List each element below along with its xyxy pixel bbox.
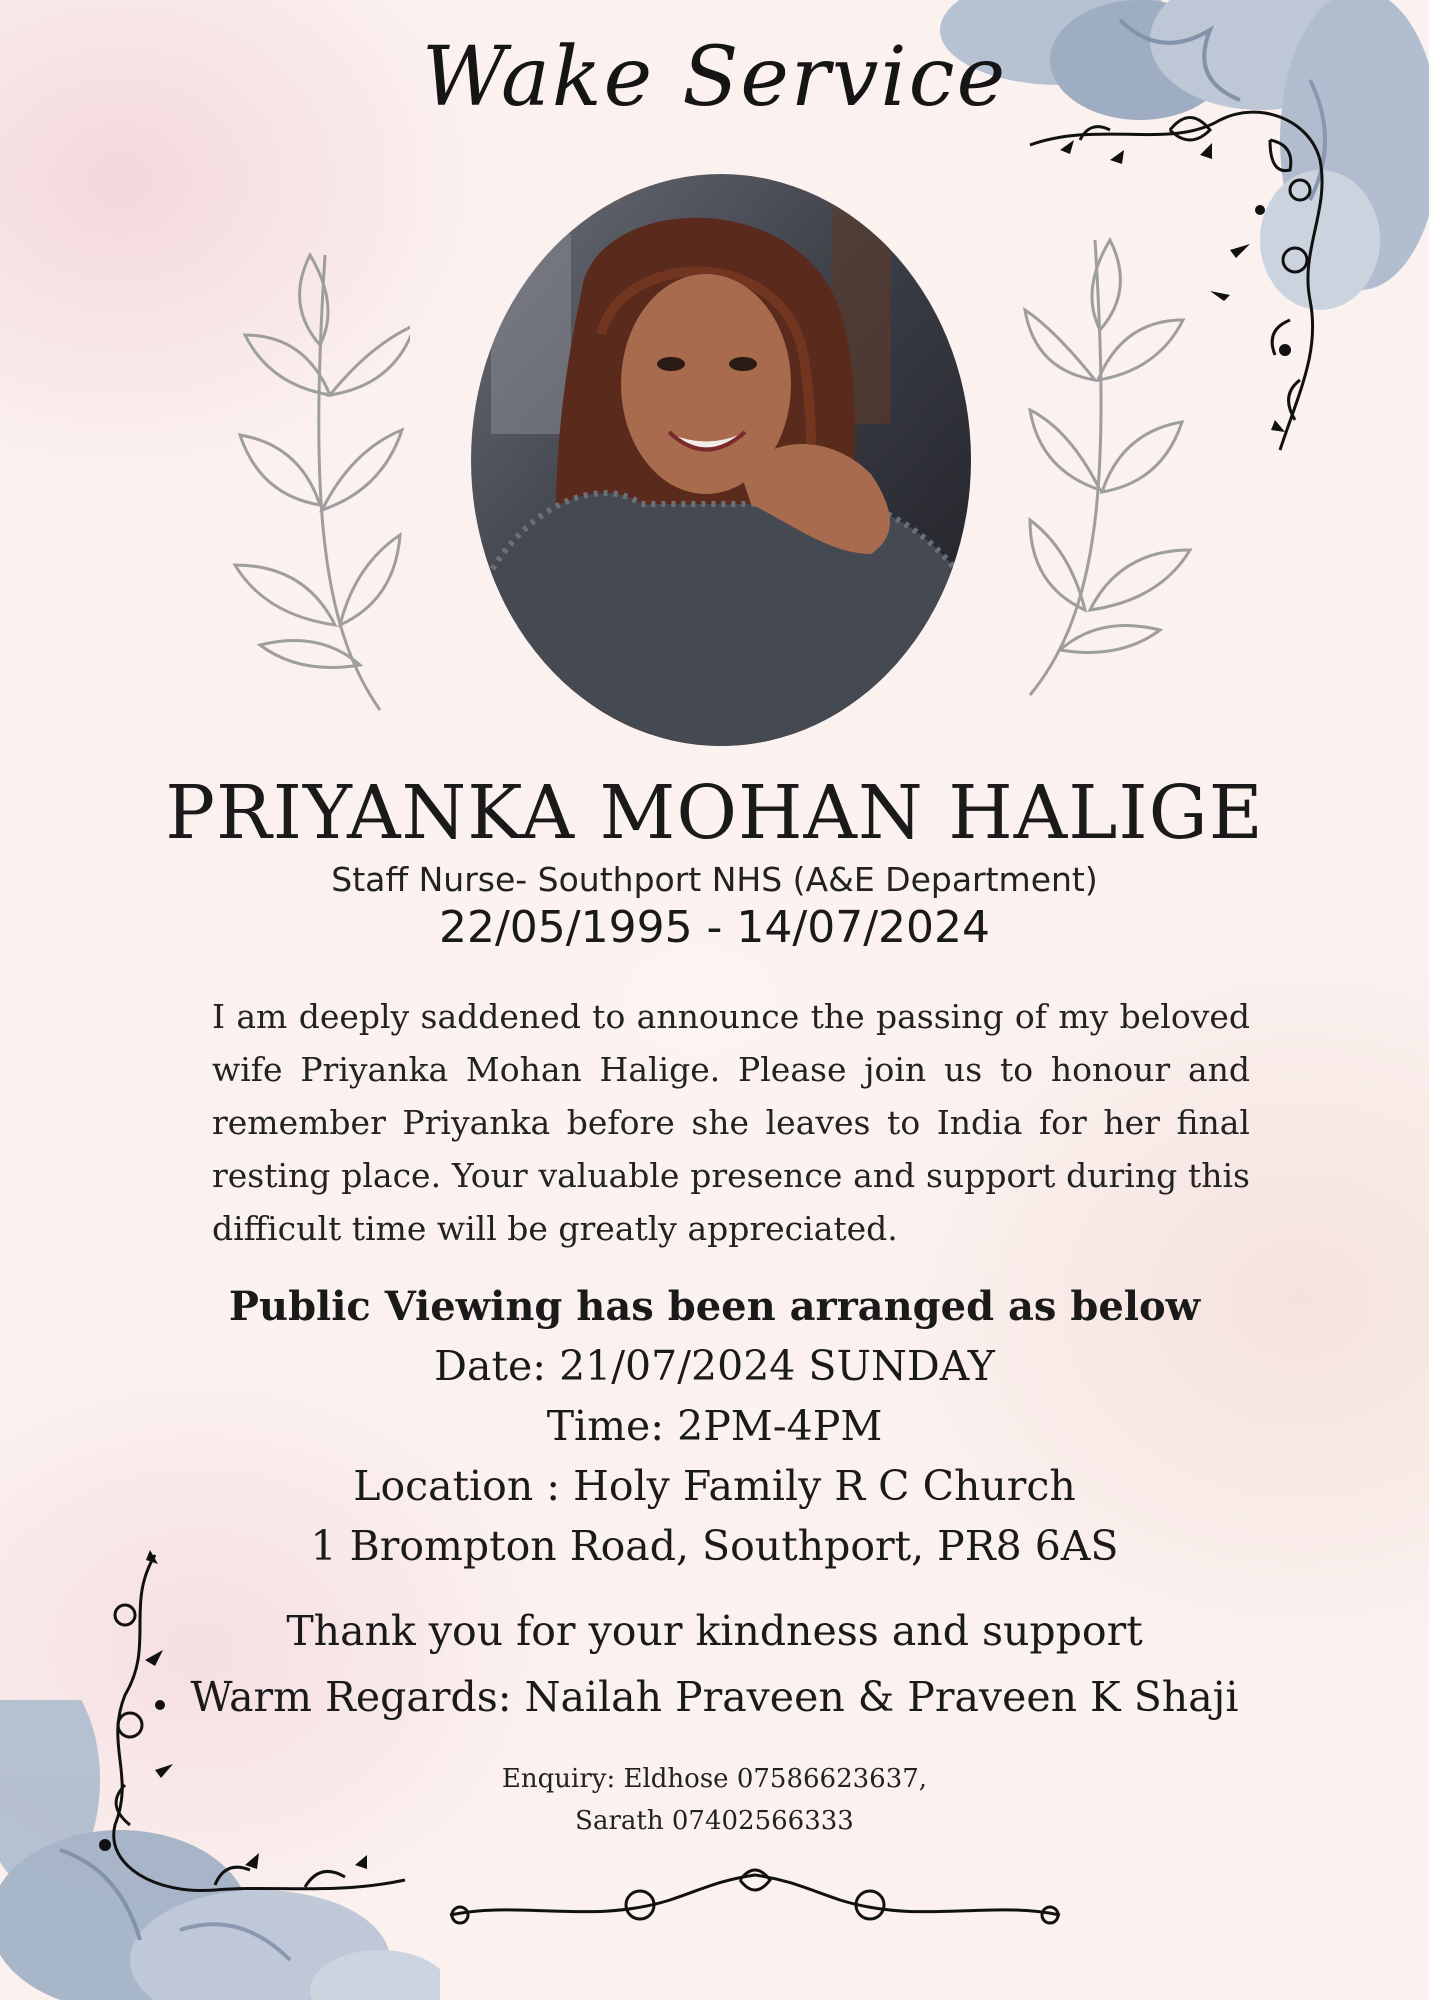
viewing-location: Location : Holy Family R C Church	[353, 1462, 1076, 1510]
viewing-date: Date: 21/07/2024 SUNDAY	[434, 1342, 995, 1390]
laurel-right-icon	[1020, 230, 1200, 700]
thanks-line: Thank you for your kindness and support	[286, 1607, 1143, 1655]
role-line: Staff Nurse- Southport NHS (A&E Department)	[331, 860, 1098, 899]
viewing-address: 1 Brompton Road, Southport, PR8 6AS	[310, 1522, 1119, 1570]
life-dates: 22/05/1995 - 14/07/2024	[438, 902, 991, 953]
portrait-image	[471, 174, 971, 746]
portrait-photo	[471, 174, 971, 746]
laurel-left-icon	[230, 245, 410, 715]
regards-line: Warm Regards: Nailah Praveen & Praveen K Shaji	[190, 1673, 1239, 1721]
viewing-time: Time: 2PM-4PM	[546, 1402, 883, 1450]
enquiry-line-2: Sarath 07402566333	[575, 1806, 854, 1836]
announcement-message: I am deeply saddened to announce the passing of my beloved wife Priyanka Mohan Halige. Please join us to honour and remember Priyanka before she leaves to India for her final resting place. Your valuable presence and support during this difficult time will be greatly appreciated.	[212, 997, 1250, 1248]
deceased-name: PRIYANKA MOHAN HALIGE	[165, 770, 1264, 856]
ornament-divider-icon	[440, 1860, 1070, 1940]
viewing-heading: Public Viewing has been arranged as below	[228, 1283, 1201, 1330]
poster-title: Wake Service	[421, 30, 1008, 125]
enquiry-line-1: Enquiry: Eldhose 07586623637,	[501, 1764, 928, 1794]
filigree-bottom-left-icon	[95, 1545, 415, 1920]
